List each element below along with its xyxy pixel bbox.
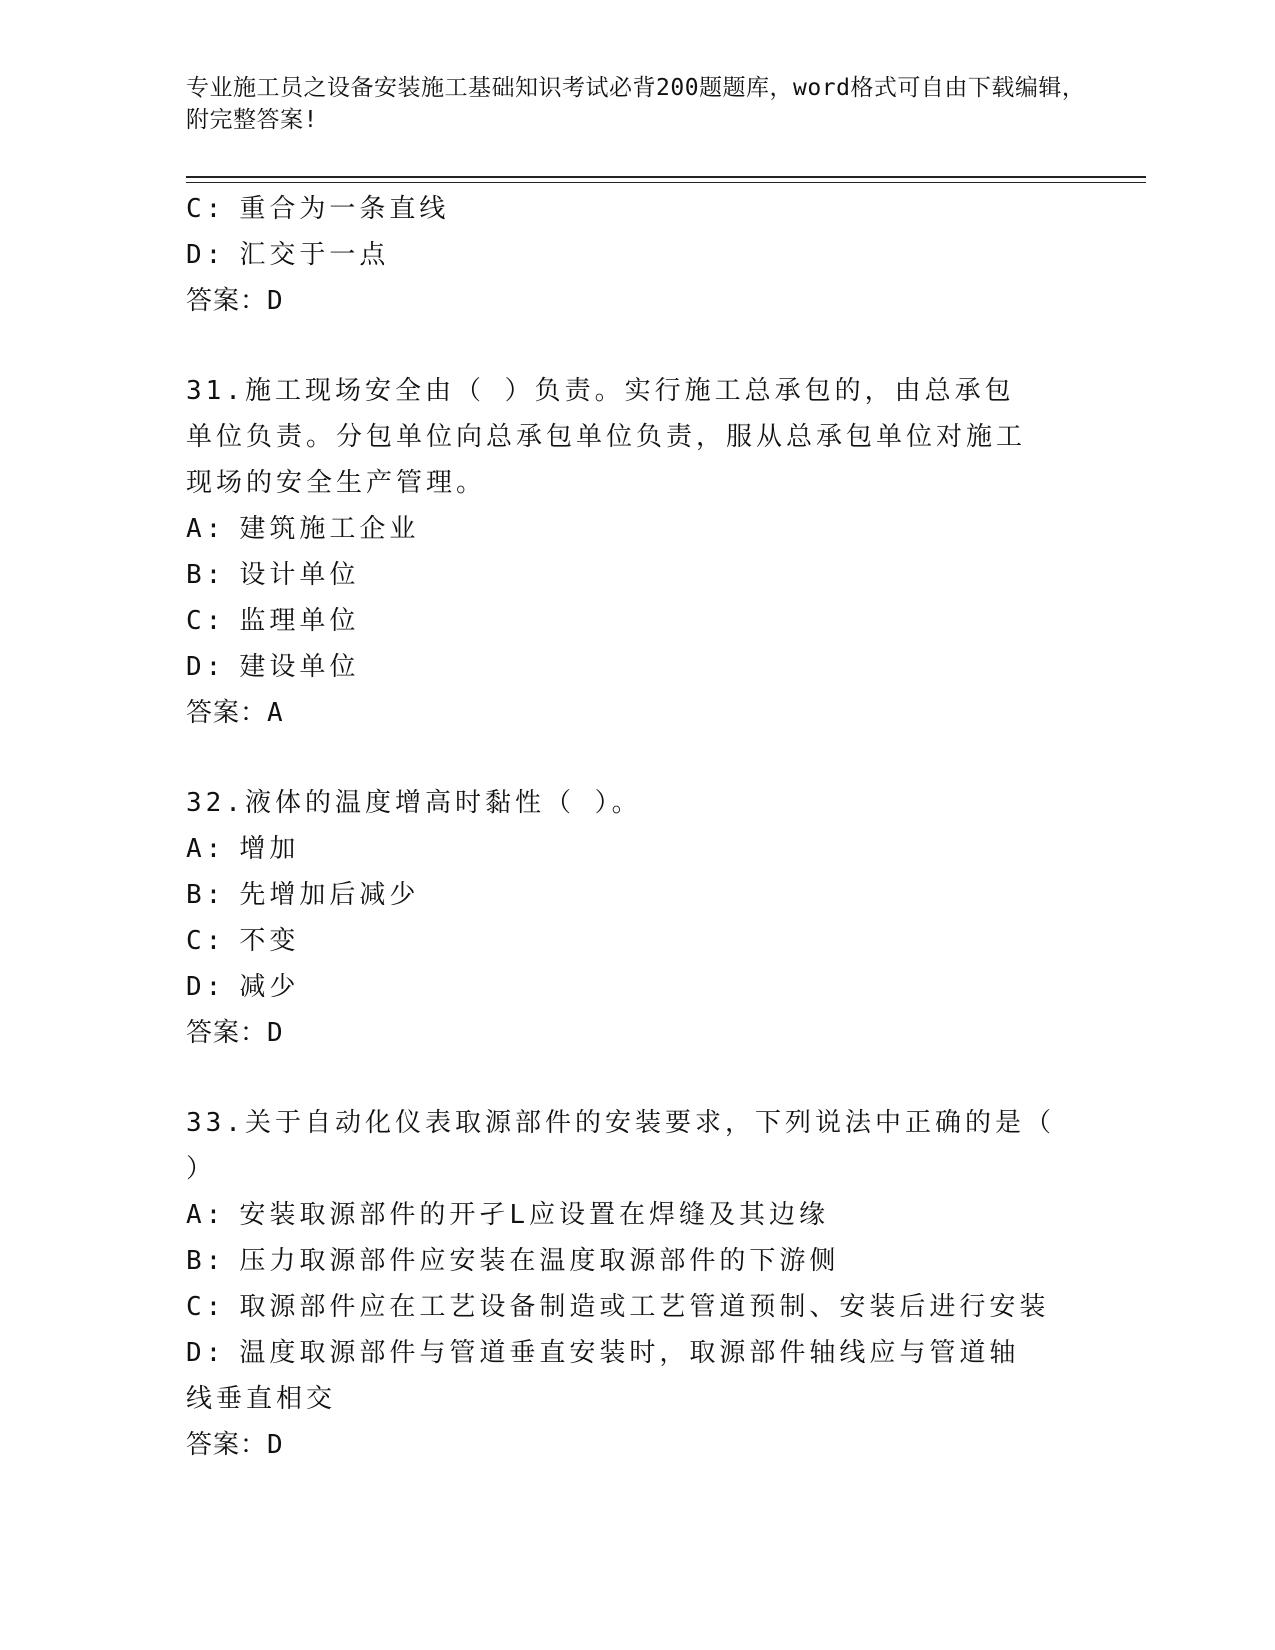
- document-header: 专业施工员之设备安装施工基础知识考试必背200题题库，word格式可自由下载编辑，附完整答案!: [186, 75, 1086, 133]
- option-label: D:: [186, 1338, 226, 1368]
- option-text: 建设单位: [239, 652, 360, 682]
- question-stem: 32.液体的温度增高时黏性（ ）。: [186, 788, 642, 818]
- option-text: 设计单位: [239, 560, 360, 590]
- option-text: 取源部件应在工艺设备制造或工艺管道预制、安装后进行安装: [239, 1292, 1050, 1322]
- option-label: D:: [186, 972, 226, 1002]
- answer-line: 答案：A: [186, 698, 284, 728]
- option-text: 温度取源部件与管道垂直安装时，取源部件轴线应与管道轴线垂直相交: [186, 1338, 1020, 1414]
- option-label: B:: [186, 560, 226, 590]
- option-text: 建筑施工企业: [239, 514, 420, 544]
- option-label: C:: [186, 1292, 226, 1322]
- option-label: B:: [186, 880, 226, 910]
- option-text: 先增加后减少: [239, 880, 420, 910]
- option-line: [186, 232, 1086, 278]
- option-text: 重合为一条直线: [239, 194, 450, 224]
- option-line: [186, 964, 1086, 1010]
- option-line: [186, 1192, 1086, 1238]
- answer-line: 答案：D: [186, 1430, 284, 1460]
- question-stem: 33.关于自动化仪表取源部件的安装要求，下列说法中正确的是（ ）: [186, 1108, 1055, 1184]
- option-label: A:: [186, 514, 226, 544]
- answer-line: 答案：D: [186, 1018, 284, 1048]
- option-text: 增加: [239, 834, 300, 864]
- option-line: [186, 1284, 1086, 1330]
- option-line: [186, 1238, 1086, 1284]
- option-label: C:: [186, 606, 226, 636]
- option-label: D:: [186, 652, 226, 682]
- option-line: [186, 1330, 1046, 1422]
- option-label: A:: [186, 834, 226, 864]
- option-text: 安装取源部件的开孑L应设置在焊缝及其边缘: [239, 1200, 829, 1230]
- option-line: [186, 552, 1086, 598]
- option-line: [186, 644, 1086, 690]
- option-label: D:: [186, 240, 226, 270]
- option-text: 压力取源部件应安装在温度取源部件的下游侧: [239, 1246, 840, 1276]
- option-line: [186, 918, 1086, 964]
- option-line: [186, 826, 1086, 872]
- option-line: [186, 872, 1086, 918]
- question-stem: 31.施工现场安全由（ ）负责。实行施工总承包的，由总承包单位负责。分包单位向总承包单位负责，服从总承包单位对施工现场的安全生产管理。: [186, 376, 1027, 498]
- option-label: A:: [186, 1200, 226, 1230]
- option-label: B:: [186, 1246, 226, 1276]
- answer-line: 答案：D: [186, 286, 284, 316]
- option-text: 监理单位: [239, 606, 360, 636]
- option-text: 减少: [239, 972, 300, 1002]
- spacer: [186, 324, 1086, 368]
- option-text: 不变: [239, 926, 300, 956]
- spacer: [186, 736, 1086, 780]
- option-line: [186, 598, 1086, 644]
- option-text: 汇交于一点: [239, 240, 390, 270]
- question-list: [186, 186, 1086, 1468]
- header-divider: [186, 176, 1146, 183]
- spacer: [186, 1056, 1086, 1100]
- option-line: [186, 186, 1086, 232]
- option-line: [186, 506, 1086, 552]
- option-label: C:: [186, 926, 226, 956]
- option-label: C:: [186, 194, 226, 224]
